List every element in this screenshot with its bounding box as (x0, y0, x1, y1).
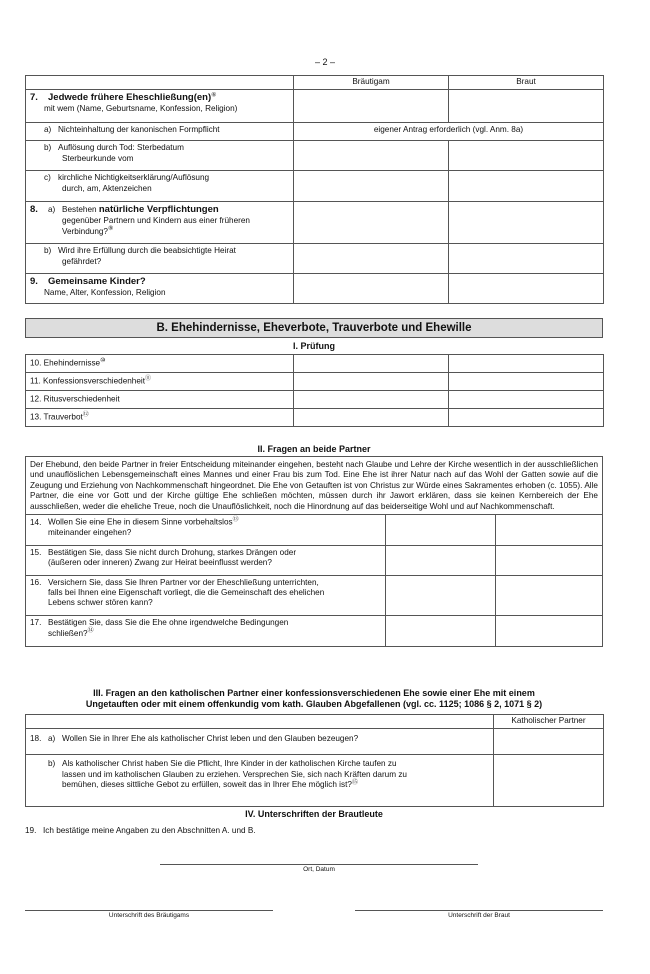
section-b-title: B. Ehehindernisse, Eheverbote, Trauverbote und Ehewille (25, 318, 603, 338)
q11-groom-field[interactable] (294, 373, 449, 391)
q13-label: 13. Trauverbot⑫ (26, 409, 294, 427)
catholic-partner-column-header: Katholischer Partner (494, 715, 604, 729)
q7-bride-field[interactable] (449, 90, 604, 123)
bride-signature-line[interactable] (355, 910, 603, 911)
q10-groom-field[interactable] (294, 355, 449, 373)
both-partners-box (25, 456, 603, 647)
q9-label: 9. Gemeinsame Kinder? Name, Alter, Konfession, Religion (26, 274, 294, 304)
part2-title: II. Fragen an beide Partner (257, 444, 371, 454)
q7b-groom-field[interactable] (294, 141, 449, 171)
page-number: – 2 – (314, 57, 336, 67)
q15-groom-field[interactable] (385, 545, 495, 575)
q7-label: 7. Jedwede frühere Eheschließung(en)⑥ mit wem (Name, Geburtsname, Konfession, Religion) (26, 90, 294, 123)
both-partners-table (26, 515, 603, 646)
q10-bride-field[interactable] (449, 355, 604, 373)
q16-bride-field[interactable] (495, 575, 602, 615)
q12-bride-field[interactable] (449, 391, 604, 409)
q9-bride-field[interactable] (449, 274, 604, 304)
q8a-label: 8. a) Bestehen natürliche Verpflichtungen gegenüber Partnern und Kindern aus einer früheren Verbindung?⑧ (26, 202, 294, 244)
marriage-intro-text: Der Ehebund, den beide Partner in freier Entscheidung miteinander eingehen, besteht nach Glaube und Lehre der Kirche wesentlich in der ausschließlichen und unauflöslichen Lebensgemeinschaft eines Mannes und einer Frau bis zum Tod. Eine Ehe ist ihrer Natur nach auf das Wohl der Gatten sowie auf die Zeugung und Erziehung von Nachkommenschaft hingeordnet. Die Ehe von Getauften ist von Christus zur Würde eines Sakramentes erhoben (c. 1055). Alle Partner, die eine vor Gott und der Kirche gültige Ehe schließen möchten, müssen durch ihr Jawort erklären, dass sie keinen Kernbereich der Ehe ausschließen, weder die eheliche Treue, noch die Unauflöslichkeit, noch die Hinordnung auf das beiderseitige Wohl und auf Nachkommenschaft. (26, 457, 602, 515)
q18b-answer-field[interactable] (494, 755, 604, 807)
groom-column-header: Bräutigam (294, 76, 449, 90)
q10-label: 10. Ehehindernisse⑩ (26, 355, 294, 373)
bride-signature-caption: Unterschrift der Braut (448, 912, 510, 919)
q8b-label: b) Wird ihre Erfüllung durch die beabsichtigte Heirat gefährdet? (26, 244, 294, 274)
section-iv-title: IV. Unterschriften der Brautleute (245, 809, 383, 819)
place-date-caption: Ort, Datum (303, 866, 335, 873)
q18a-answer-field[interactable] (494, 729, 604, 755)
q7b-label: b) Auflösung durch Tod: Sterbedatum Sterbeurkunde vom (26, 141, 294, 171)
q15-bride-field[interactable] (495, 545, 602, 575)
q14-bride-field[interactable] (495, 515, 602, 545)
impediments-table (25, 354, 604, 427)
q8b-bride-field[interactable] (449, 244, 604, 274)
q12-groom-field[interactable] (294, 391, 449, 409)
q11-label: 11. Konfessionsverschiedenheit⑪ (26, 373, 294, 391)
q18b-label: b) Als katholischer Christ haben Sie die Pflicht, Ihre Kinder in der katholischen Kirche taufen zu lassen und im katholischen Glauben zu erziehen. Versprechen Sie, sich nach Kräften darum zu bemühen, dieses sittliche Gebot zu erfüllen, soweit das in Ihrer Ehe möglich ist?⑮ (26, 755, 494, 807)
q7c-groom-field[interactable] (294, 171, 449, 202)
q14-groom-field[interactable] (385, 515, 495, 545)
q8a-groom-field[interactable] (294, 202, 449, 244)
q7-groom-field[interactable] (294, 90, 449, 123)
q7a-label: a) Nichteinhaltung der kanonischen Formpflicht (26, 123, 294, 141)
q16-label: 16. Versichern Sie, dass Sie Ihren Partner vor der Eheschließung unterrichten, falls bei Ihnen eine Eigenschaft vorliegt, die die Gemeinschaft des ehelichen Lebens schwer stören kann? (26, 575, 385, 615)
q17-bride-field[interactable] (495, 615, 602, 646)
section-iii-title: III. Fragen an den katholischen Partner einer konfessionsverschiedenen Ehe sowie einer Ehe mit einem Ungetauften oder mit einem offenkundig vom kath. Glauben Abgefallenen (vgl. cc. 1125; 1086 § 2, 1071 § 2) (85, 688, 543, 710)
q16-groom-field[interactable] (385, 575, 495, 615)
q7c-label: c) kirchliche Nichtigkeitserklärung/Auflösung durch, am, Aktenzeichen (26, 171, 294, 202)
q12-label: 12. Ritusverschiedenheit (26, 391, 294, 409)
q11-bride-field[interactable] (449, 373, 604, 391)
header-blank-cell (26, 76, 294, 90)
q8b-groom-field[interactable] (294, 244, 449, 274)
place-date-line[interactable] (160, 864, 478, 865)
q15-label: 15. Bestätigen Sie, dass Sie nicht durch Drohung, starkes Drängen oder (äußeren oder inneren) Zwang zur Heirat beeinflusst werden? (26, 545, 385, 575)
part1-title: I. Prüfung (293, 341, 335, 351)
header-blank-cell (26, 715, 494, 729)
q17-groom-field[interactable] (385, 615, 495, 646)
q7b-bride-field[interactable] (449, 141, 604, 171)
q7a-note: eigener Antrag erforderlich (vgl. Anm. 8a) (294, 123, 604, 141)
q18a-label: 18. a) Wollen Sie in Ihrer Ehe als katholischer Christ leben und den Glauben bezeugen? (26, 729, 494, 755)
groom-signature-line[interactable] (25, 910, 273, 911)
q17-label: 17. Bestätigen Sie, dass Sie die Ehe ohne irgendwelche Bedingungen schließen?⑭ (26, 615, 385, 646)
q9-groom-field[interactable] (294, 274, 449, 304)
groom-signature-caption: Unterschrift des Bräutigams (108, 912, 190, 919)
q8a-bride-field[interactable] (449, 202, 604, 244)
previous-marriages-table (25, 75, 604, 304)
bride-column-header: Braut (449, 76, 604, 90)
q13-groom-field[interactable] (294, 409, 449, 427)
q19-statement: 19. Ich bestätige meine Angaben zu den Abschnitten A. und B. (25, 826, 256, 835)
catholic-partner-table (25, 714, 604, 807)
q7c-bride-field[interactable] (449, 171, 604, 202)
q14-label: 14. Wollen Sie eine Ehe in diesem Sinne vorbehaltslos⑬ miteinander eingehen? (26, 515, 385, 545)
q13-bride-field[interactable] (449, 409, 604, 427)
